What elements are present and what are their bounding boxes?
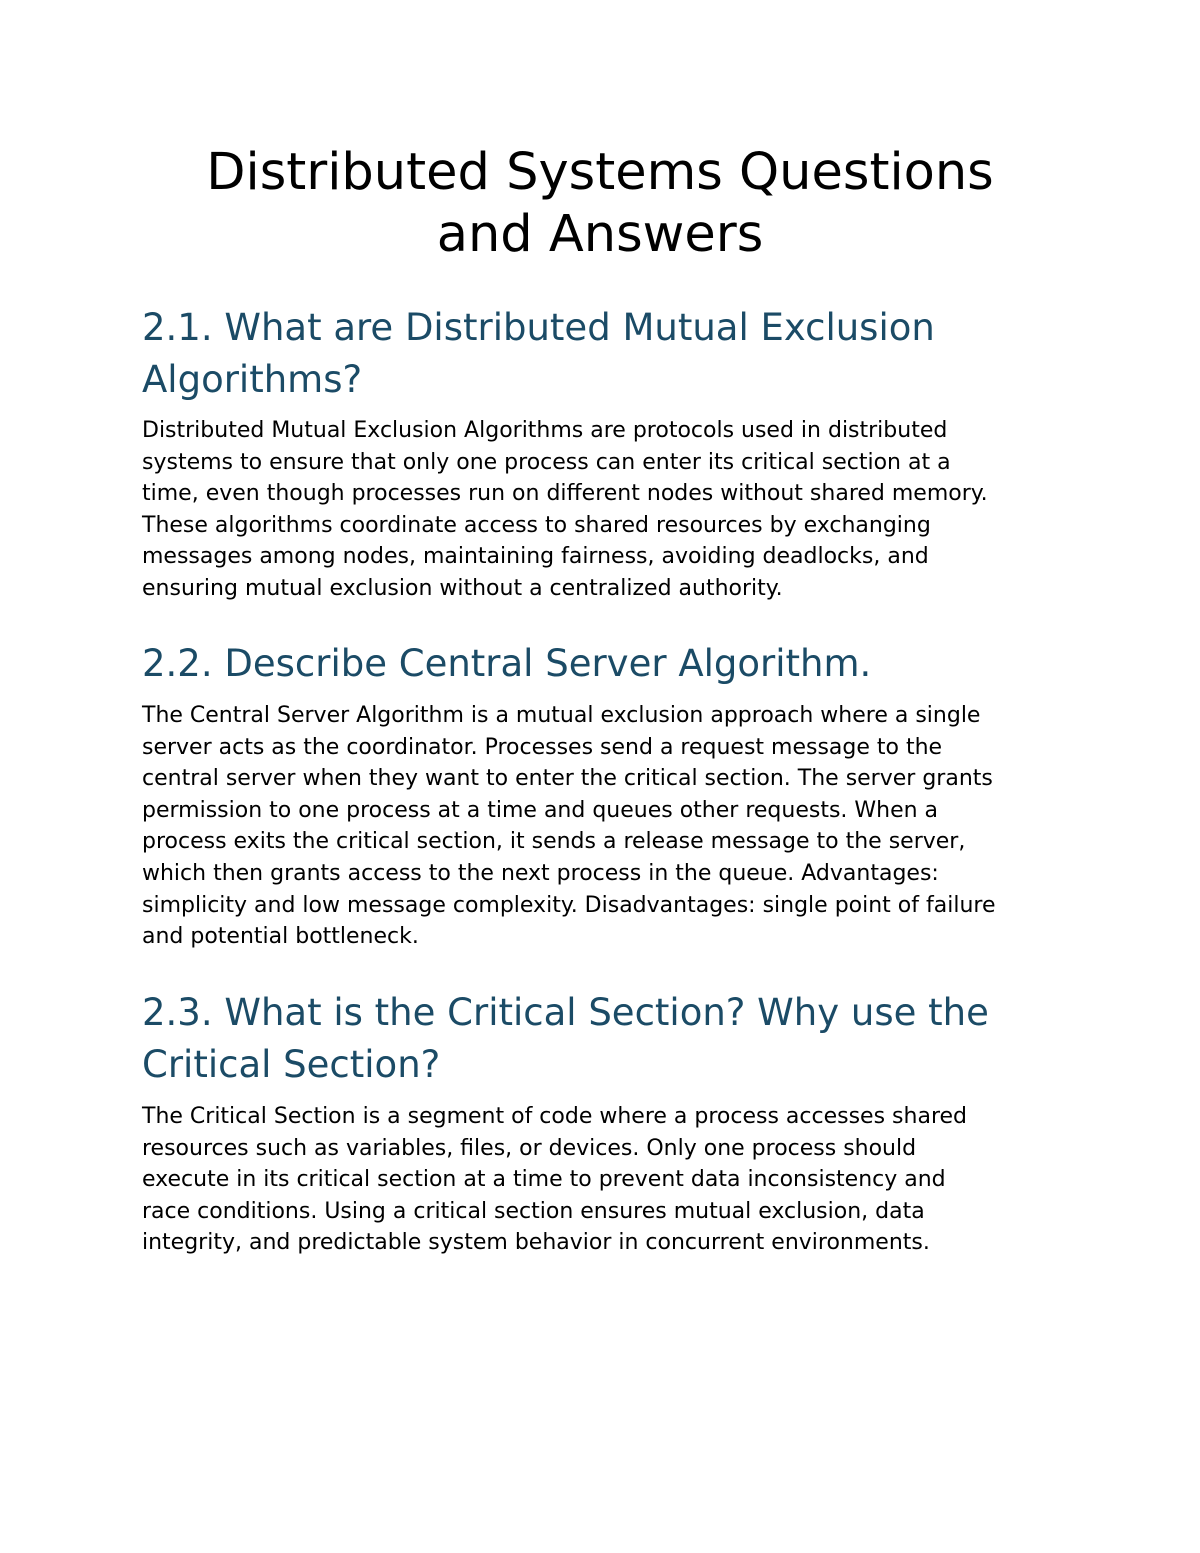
body-line: integrity, and predictable system behavior in concurrent environments. <box>142 1230 930 1256</box>
body-line: central server when they want to enter the critical section. The server grants <box>142 766 993 792</box>
section-body-2-1 <box>142 415 1102 605</box>
title-line: and Answers <box>436 205 764 264</box>
body-line: process exits the critical section, it sends a release message to the server, <box>142 829 966 855</box>
document-title <box>100 142 1100 266</box>
body-line: simplicity and low message complexity. Disadvantages: single point of failure <box>142 892 996 918</box>
section-body-2-2 <box>142 700 1102 953</box>
body-line: execute in its critical section at a time to prevent data inconsistency and <box>142 1167 946 1193</box>
body-line: which then grants access to the next process in the queue. Advantages: <box>142 860 939 886</box>
body-line: time, even though processes run on different nodes without shared memory. <box>142 481 988 507</box>
section-body-2-3 <box>142 1101 1102 1259</box>
heading-line: 2.3. What is the Critical Section? Why use the <box>142 991 989 1034</box>
section-heading-2-2 <box>142 638 1102 690</box>
heading-line: 2.2. Describe Central Server Algorithm. <box>142 642 872 685</box>
body-line: permission to one process at a time and queues other requests. When a <box>142 797 939 823</box>
body-line: The Critical Section is a segment of code where a process accesses shared <box>142 1104 967 1129</box>
title-line: Distributed Systems Questions <box>206 143 994 202</box>
heading-line: Algorithms? <box>142 358 363 401</box>
heading-line: 2.1. What are Distributed Mutual Exclusion <box>142 306 935 349</box>
body-line: and potential bottleneck. <box>142 924 419 950</box>
body-line: race conditions. Using a critical section ensures mutual exclusion, data <box>142 1198 925 1224</box>
body-line: server acts as the coordinator. Processes send a request message to the <box>142 734 943 760</box>
section-heading-2-1 <box>142 302 1102 406</box>
body-line: systems to ensure that only one process can enter its critical section at a <box>142 449 951 475</box>
body-line: ensuring mutual exclusion without a centralized authority. <box>142 575 783 601</box>
section-heading-2-3 <box>142 987 1102 1091</box>
body-line: The Central Server Algorithm is a mutual exclusion approach where a single <box>142 703 981 728</box>
body-line: Distributed Mutual Exclusion Algorithms are protocols used in distributed <box>142 418 948 443</box>
body-line: messages among nodes, maintaining fairness, avoiding deadlocks, and <box>142 544 929 570</box>
body-line: These algorithms coordinate access to shared resources by exchanging <box>142 512 931 538</box>
heading-line: Critical Section? <box>142 1043 441 1086</box>
body-line: resources such as variables, files, or devices. Only one process should <box>142 1135 917 1161</box>
